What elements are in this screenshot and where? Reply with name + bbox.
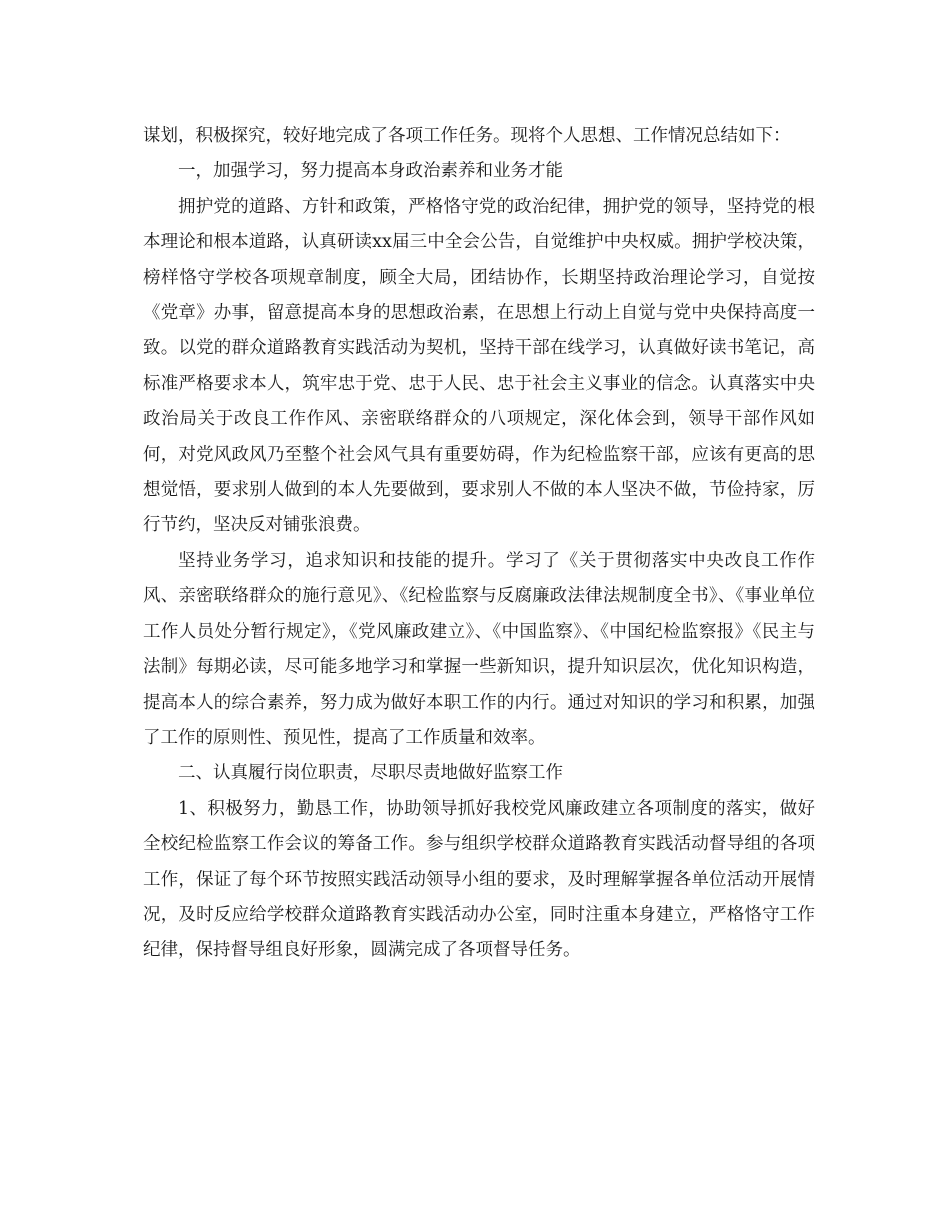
document-body <box>143 119 815 969</box>
paragraph-political-study: 拥护党的道路、方针和政策，严格恪守党的政治纪律，拥护党的领导，坚持党的根本理论和根本道路，认真研读xx届三中全会公告，自觉维护中央权威。拥护学校决策，榜样恪守学校各项规章制度，顾全大局，团结协作，长期坚持政治理论学习，自觉按《党章》办事，留意提高本身的思想政治素，在思想上行动上自觉与党中央保持高度一致。以党的群众道路教育实践活动为契机，坚持干部在线学习，认真做好读书笔记，高标准严格要求本人，筑牢忠于党、忠于人民、忠于社会主义事业的信念。认真落实中央政治局关于改良工作作风、亲密联络群众的八项规定，深化体会到，领导干部作风如何，对党风政风乃至整个社会风气具有重要妨碍，作为纪检监察干部，应该有更高的思想觉悟，要求别人做到的本人先要做到，要求别人不做的本人坚决不做，节俭持家，厉行节约，坚决反对铺张浪费。 <box>143 196 815 536</box>
paragraph-business-study: 坚持业务学习，追求知识和技能的提升。学习了《关于贯彻落实中央改良工作作风、亲密联络群众的施行意见》、《纪检监察与反腐廉政法律法规制度全书》、《事业单位工作人员处分暂行规定》，《党风廉政建立》、《中国监察》、《中国纪检监察报》《民主与法制》每期必读，尽可能多地学习和掌握一些新知识，提升知识层次，优化知识构造，提高本人的综合素养，努力成为做好本职工作的内行。通过对知识的学习和积累，加强了工作的原则性、预见性，提高了工作质量和效率。 <box>143 550 815 748</box>
section-heading-2: 二、认真履行岗位职责，尽职尽责地做好监察工作 <box>178 763 563 784</box>
paragraph-continuation: 谋划，积极探究，较好地完成了各项工作任务。现将个人思想、工作情况总结如下： <box>143 126 791 146</box>
paragraph-duty-item-1: 1、积极努力，勤恳工作，协助领导抓好我校党风廉政建立各项制度的落实，做好全校纪检监察工作会议的筹备工作。参与组织学校群众道路教育实践活动督导组的各项工作，保证了每个环节按照实践活动领导小组的要求，及时理解掌握各单位活动开展情况，及时反应给学校群众道路教育实践活动办公室，同时注重本身建立，严格恪守工作纪律，保持督导组良好形象，圆满完成了各项督导任务。 <box>143 798 815 961</box>
section-heading-1: 一，加强学习，努力提高本身政治素养和业务才能 <box>178 161 563 182</box>
